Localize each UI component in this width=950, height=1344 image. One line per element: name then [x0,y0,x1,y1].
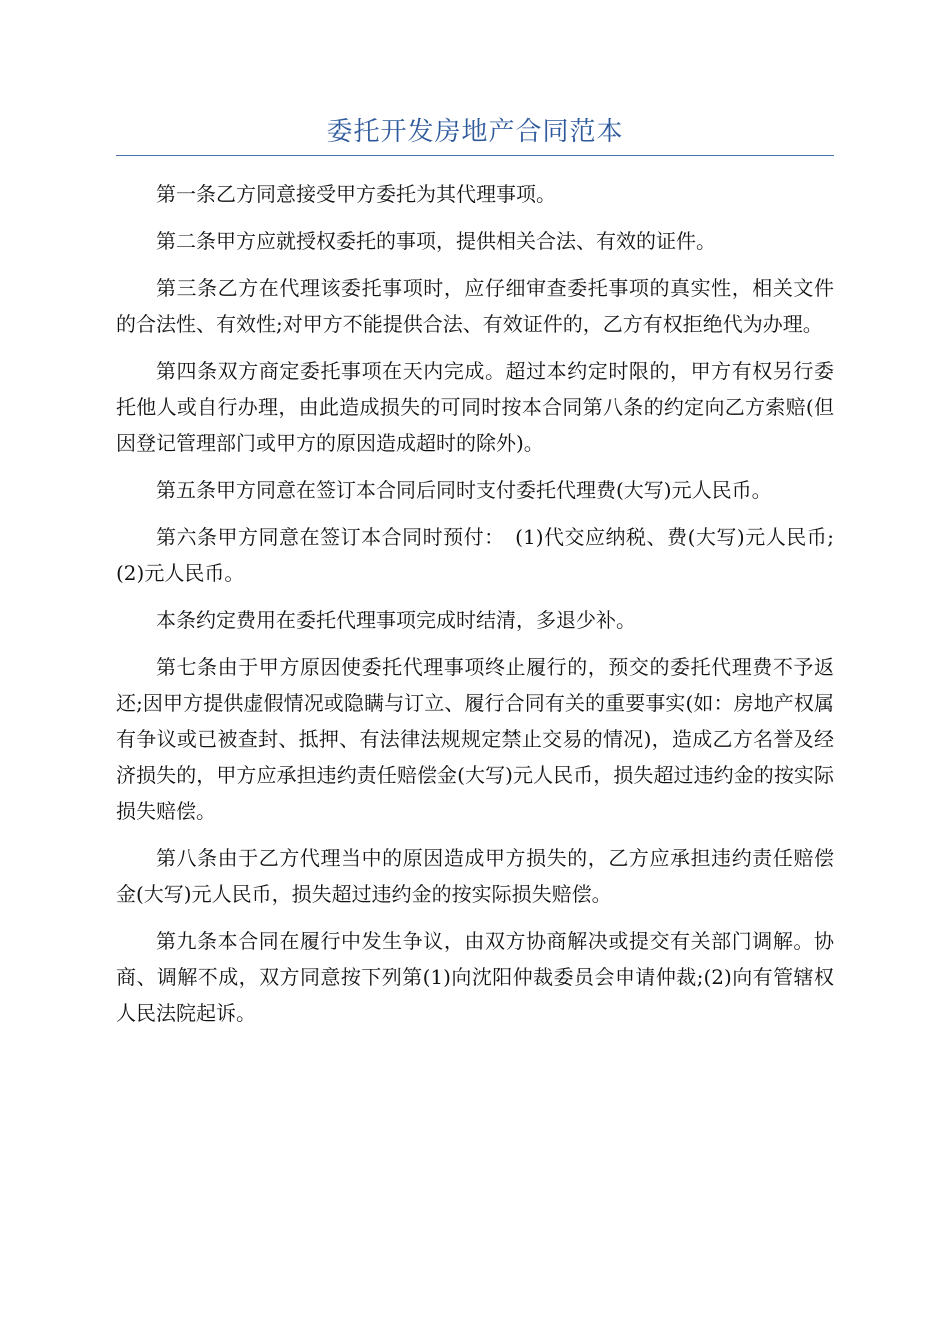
paragraph-article-2: 第二条甲方应就授权委托的事项，提供相关合法、有效的证件。 [156,229,716,253]
title-underline [116,155,834,156]
paragraph-article-4: 第四条双方商定委托事项在天内完成。超过本约定时限的，甲方有权另行委托他人或自行办理，由此造成损失的可同时按本合同第八条的约定向乙方索赔(但因登记管理部门或甲方的原因造成超时的除外)。 [116,359,834,455]
paragraph-article-5: 第五条甲方同意在签订本合同后同时支付委托代理费(大写)元人民币。 [156,478,772,502]
document-title: 委托开发房地产合同范本 [326,117,624,147]
paragraph-article-9: 第九条本合同在履行中发生争议，由双方协商解决或提交有关部门调解。协商、调解不成，双方同意按下列第(1)向沈阳仲裁委员会申请仲裁;(2)向有管辖权人民法院起诉。 [116,929,834,1025]
paragraph-article-7: 第七条由于甲方原因使委托代理事项终止履行的，预交的委托代理费不予返还;因甲方提供虚假情况或隐瞒与订立、履行合同有关的重要事实(如：房地产权属有争议或已被查封、抵押、有法律法规规定禁止交易的情况)，造成乙方名誉及经济损失的，甲方应承担违约责任赔偿金(大写)元人民币，损失超过违约金的按实际损失赔偿。 [116,655,834,823]
document-body [116,176,834,1031]
paragraph-article-1: 第一条乙方同意接受甲方委托为其代理事项。 [156,182,556,206]
paragraph-article-8: 第八条由于乙方代理当中的原因造成甲方损失的，乙方应承担违约责任赔偿金(大写)元人民币，损失超过违约金的按实际损失赔偿。 [116,846,834,906]
paragraph-article-3: 第三条乙方在代理该委托事项时，应仔细审查委托事项的真实性，相关文件的合法性、有效性;对甲方不能提供合法、有效证件的，乙方有权拒绝代为办理。 [116,276,834,336]
document-page [116,112,834,1042]
paragraph-article-6-note: 本条约定费用在委托代理事项完成时结清，多退少补。 [156,608,636,632]
paragraph-article-6: 第六条甲方同意在签订本合同时预付： (1)代交应纳税、费(大写)元人民币;(2)元人民币。 [116,525,834,585]
